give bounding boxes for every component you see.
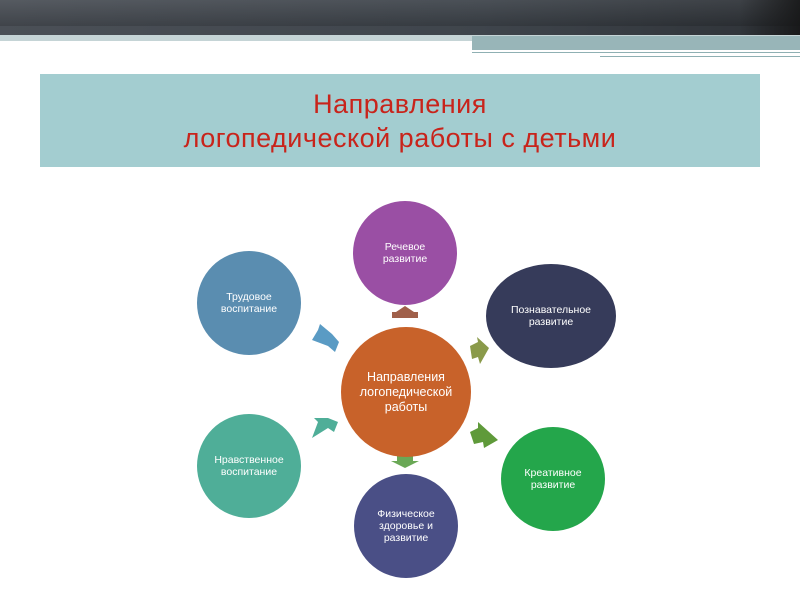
node-creative	[501, 427, 605, 531]
node-physical-label: Физическое здоровье и развитие	[377, 508, 435, 544]
center-node	[341, 327, 471, 457]
node-moral-label: Нравственное воспитание	[214, 454, 284, 478]
node-creative-label: Креативное развитие	[524, 467, 582, 491]
node-labor	[197, 251, 301, 355]
node-cognitive	[486, 264, 616, 368]
node-speech	[353, 201, 457, 305]
node-cognitive-label: Познавательное развитие	[510, 304, 592, 328]
node-speech-label: Речевое развитие	[382, 241, 428, 265]
page-title-line-2: логопедической работы с детьми	[183, 122, 617, 153]
arrow-to-physical	[391, 456, 419, 468]
arrow-to-speech	[392, 306, 418, 318]
arrow-to-labor	[312, 324, 339, 352]
arrow-to-creative	[470, 422, 498, 448]
node-labor-label: Трудовое воспитание	[220, 291, 278, 315]
node-moral	[197, 414, 301, 518]
arrow-to-cognitive	[470, 337, 489, 364]
page-title-line-1: Направления	[313, 88, 487, 119]
node-physical	[354, 474, 458, 578]
arrow-to-moral	[312, 418, 338, 438]
center-node-label: Направления логопедической работы	[359, 369, 453, 414]
